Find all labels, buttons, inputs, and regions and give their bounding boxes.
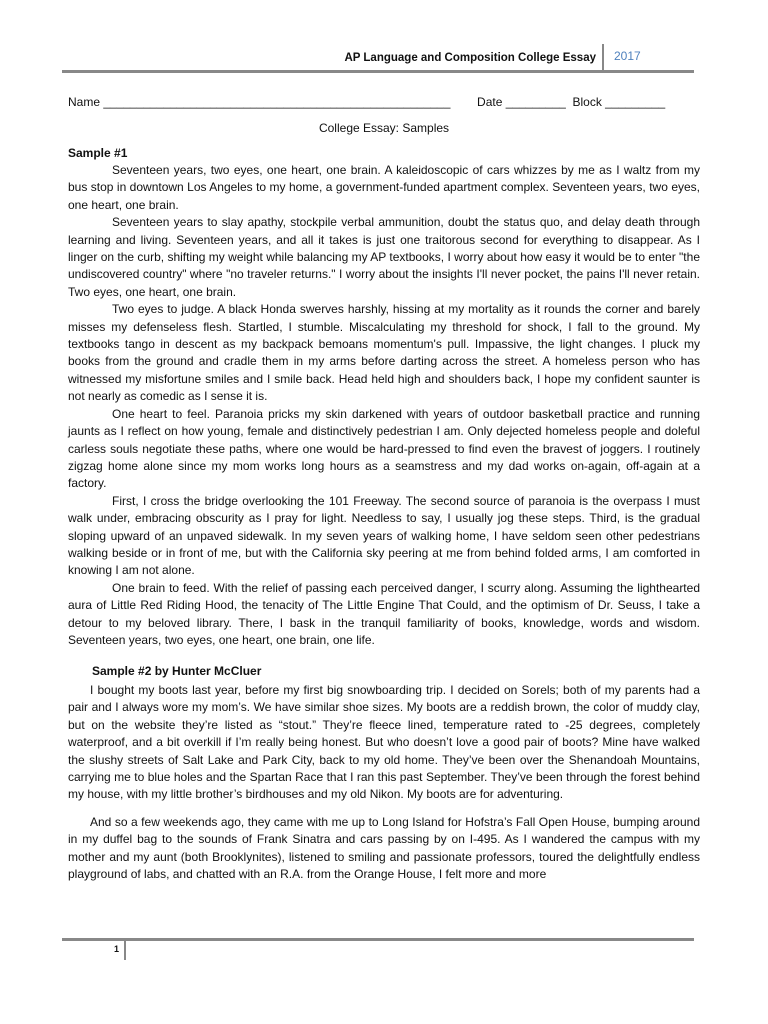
paragraph: Two eyes to judge. A black Honda swerves harshly, hissing at my mortality as it rounds the corner and barely misses my defenseless flesh. Startled, I stumble. Miscalculating my threshold for shock, I fall to the ground. My textbooks tango in descent as my backpack bemoans momentum's pull. Impassive, the light changes. I pluck my books from the ground and cradle them in my arms before darting across the street. A homeless person who has witnessed my misfortune smiles and I smile back. Head held high and shoulders back, I hope my confident saunter is not nearly as comedic as I sense it is. [68,302,700,404]
paragraph: Seventeen years to slay apathy, stockpile verbal ammunition, doubt the status quo, and delay death through learning and living. Seventeen years, and all it takes is just one traitorous second for everything to disappear. As I linger on the curb, shifting my weight while balancing my AP textbooks, I worry about how easy it would be to enter "the undiscovered country" where "no traveler returns." I worry about the insights I'll never pocket, the pains I'll never retain. Two eyes, one heart, one brain. [68,215,700,299]
page-number: 1 [114,944,120,954]
paragraph: I bought my boots last year, before my first big snowboarding trip. I decided on Sorels; both of my parents had a pair and I always wore my mom’s. We have similar shoe sizes. My boots are a reddish brown, the color of muddy clay, but on the website they’re listed as “stout.” They’re fleece lined, temperature rated to -25 degrees, completely waterproof, and a bit overkill if I’m really being honest. But who doesn’t love a good pair of boots? Mine have walked the slushy streets of Salt Lake and Park City, back to my old home. They’ve been over the Shenandoah Mountains, carrying me to blue holes and the Spartan Race that I ran this past September. They’ve been through the forest behind my house, with my little brother’s birdhouses and my old Nikon. My boots are for adventuring. [68,683,700,802]
name-date-block-line: Name ____________________________________________________ Date _________ Block _________ [68,95,666,109]
sample-2-heading: Sample #2 by Hunter McCluer [92,664,262,678]
header-rule [62,70,694,73]
paragraph: First, I cross the bridge overlooking the 101 Freeway. The second source of paranoia is the overpass I must walk under, embracing obscurity as I pray for light. Needless to say, I usually jog these steps. Third, is the gradual sloping upward of an unpaved sidewalk. In my seven years of walking home, I have seldom seen other pedestrians walking beside or in front of me, but with the California sky peering at me from behind folded arms, I am comforted in knowing I am not alone. [68,493,700,578]
sample-1-body [68,162,700,649]
document-title: College Essay: Samples [318,121,450,135]
paragraph: One brain to feed. With the relief of passing each perceived danger, I scurry along. Assuming the lighthearted aura of Little Red Riding Hood, the tenacity of The Little Engine That Could, and the optimism of Dr. Seuss, I take a detour to my beloved library. There, I bask in the tranquil familiarity of books, knowledge, words and wisdom. Seventeen years, two eyes, one heart, one brain, one life. [68,580,700,647]
sample-2-body [68,682,700,883]
sample-1-heading: Sample #1 [68,146,128,160]
header-title: AP Language and Composition College Essay [344,52,596,64]
header-year: 2017 [614,49,641,63]
footer-rule [62,938,694,941]
footer-divider [124,940,126,960]
paragraph: One heart to feel. Paranoia pricks my skin darkened with years of outdoor basketball practice and running jaunts as I reflect on how young, female and distinctively pedestrian I am. Only dejected homeless people and doleful carless souls negotiate these paths, where one would be hard-pressed to find even the bravest of joggers. I routinely zigzag home alone since my mom works long hours as a seamstress and my dad works on-again, off-again at a factory. [68,406,700,491]
paragraph: Seventeen years, two eyes, one heart, one brain. A kaleidoscopic of cars whizzes by me as I waltz from my bus stop in downtown Los Angeles to my home, a government-funded apartment complex. Seventeen years, two eyes, one heart, one brain. [68,163,700,212]
header-divider [602,44,604,72]
paragraph: And so a few weekends ago, they came with me up to Long Island for Hofstra’s Fall Open House, bumping around in my duffel bag to the sounds of Frank Sinatra and cars passing by on I-495. As I wandered the campus with my mother and my aunt (both Brooklynites), listened to smiling and passionate professors, toured the delightfully endless playground of labs, and chatted with an R.A. from the Orange House, I felt more and more [68,814,700,882]
